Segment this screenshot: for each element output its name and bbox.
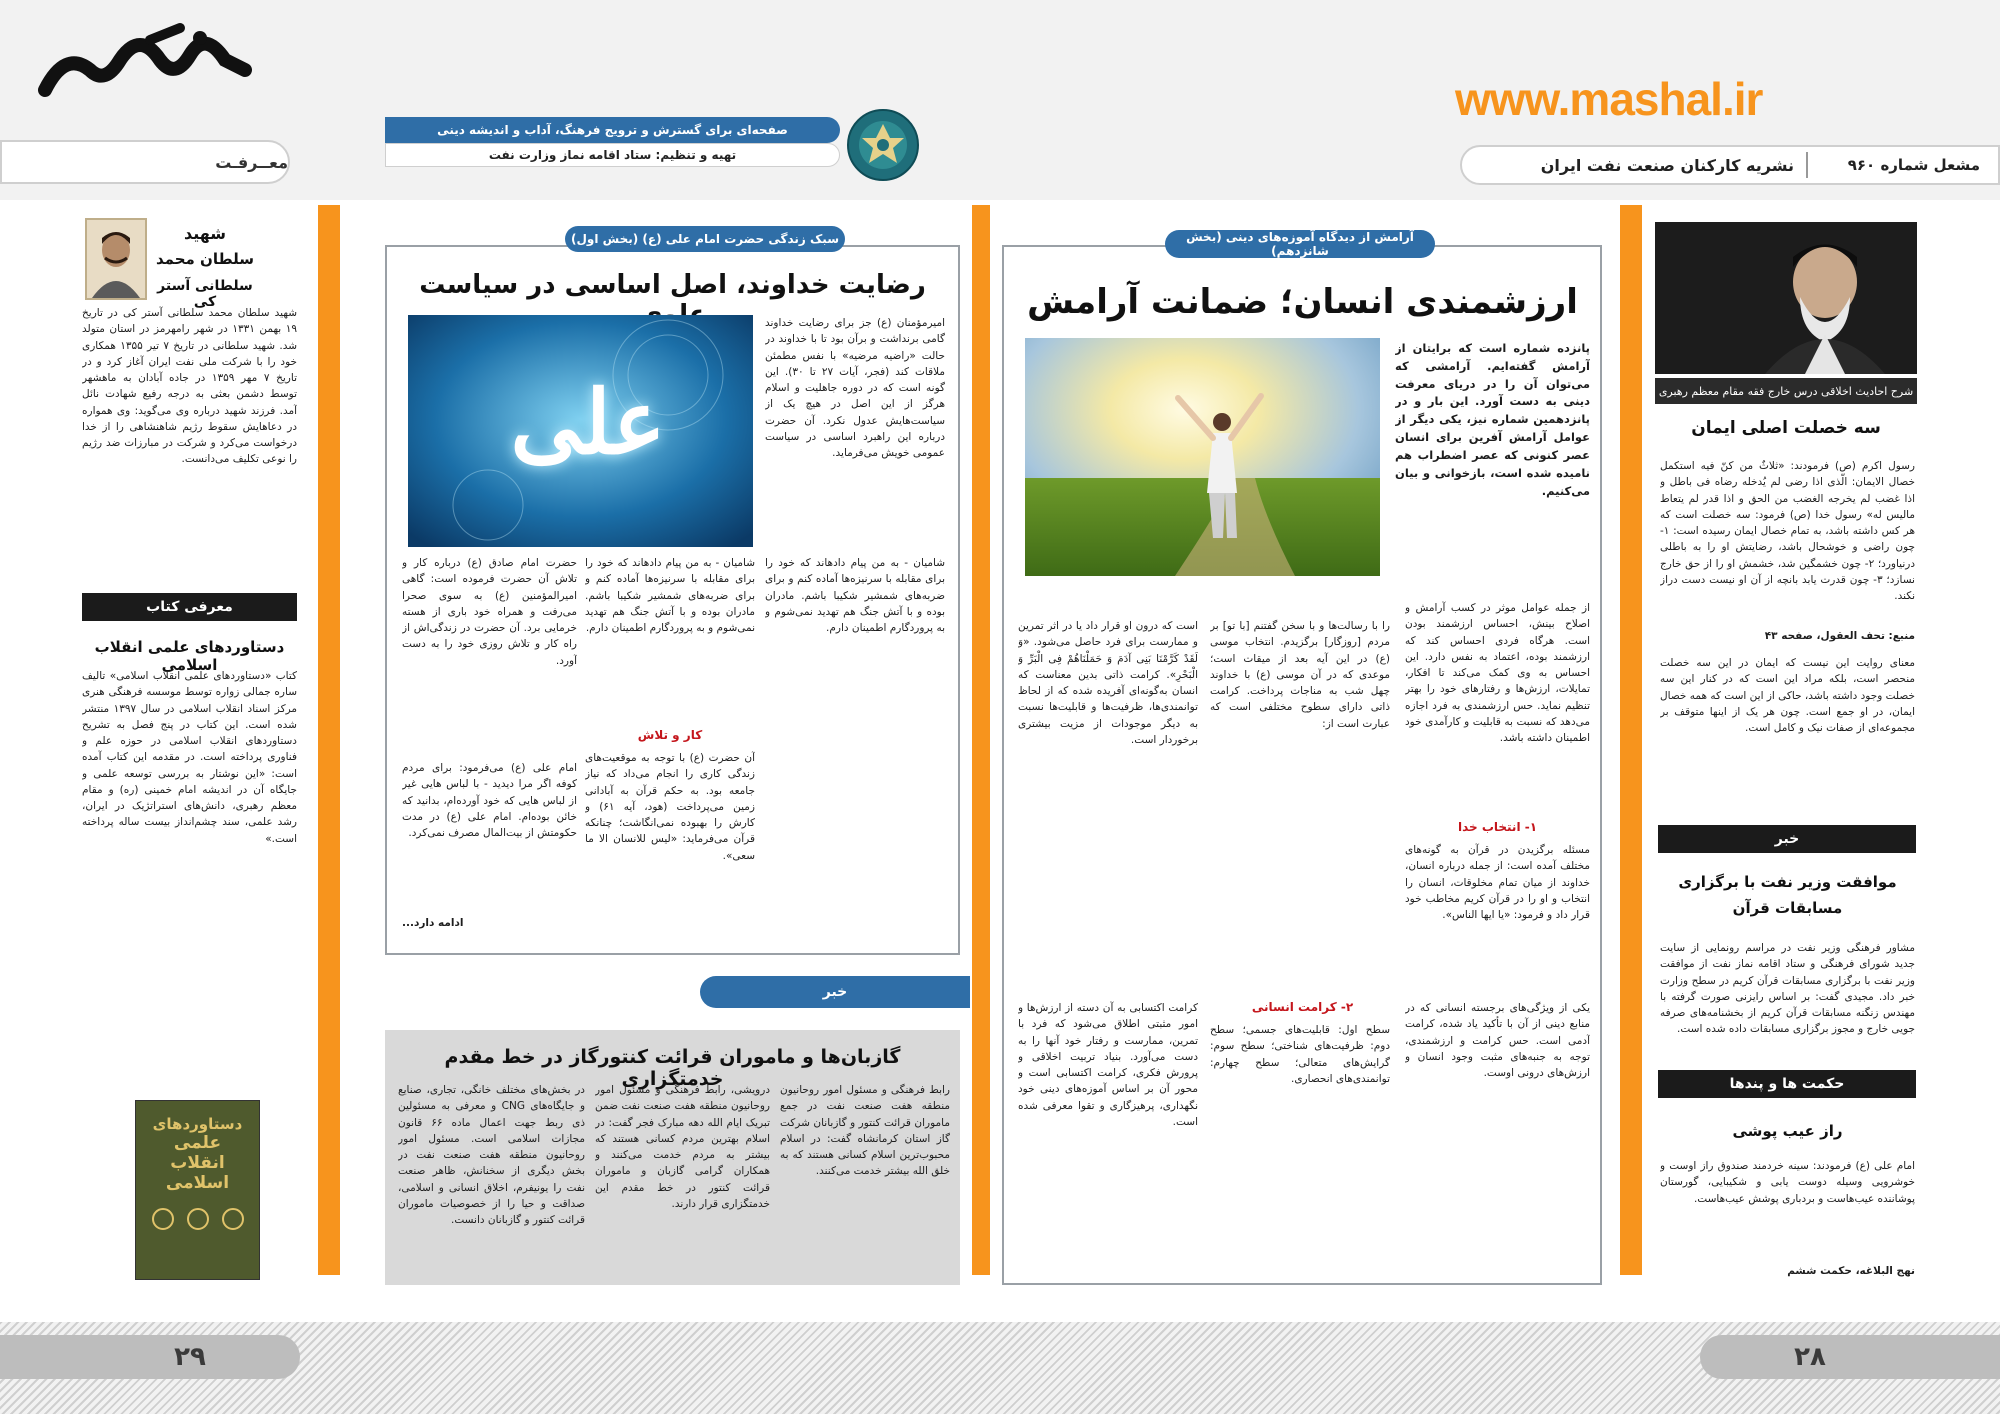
producer-text: تهیه و تنظیم: ستاد اقامه نماز وزارت نفت: [488, 148, 737, 162]
mashal-logo-icon: [0, 0, 300, 140]
section-title-bar: [0, 140, 290, 184]
gas-news-title: گازبان‌ها و ماموران قرائت کنتورگاز در خط مقدم خدمتگزاری: [444, 1046, 901, 1090]
book-bar: [82, 593, 297, 621]
gas-news-col2: درویشی، رابط فرهنگی و مسئول امور روحانیون منطقه هفت صنعت نفت ضمن تبریک ایام الله دهه مبارک فجر گفت: در اسلام بهترین مردم کسانی هستند که بیشتر به مردم خدمت می‌کنند و همکاران گرامی گازبان و ماموران قرائت کنتور در خط مقدم این خدمتگزاری قرار دارند.: [595, 1084, 770, 1210]
martyr-label: شهید: [183, 224, 227, 243]
ali-series: سبک زندگی حضرت امام علی (ع) (بخش اول): [571, 232, 840, 246]
book-bar-label: معرفی کتاب: [146, 599, 233, 615]
islamic-ornament-icon: [846, 108, 920, 182]
tagline-text: صفحه‌ای برای گسترش و ترویج فرهنگ، آداب و اندیشه دینی: [437, 123, 788, 137]
wisdom-source: نهج البلاغه، حکمت ششم: [1787, 1265, 1915, 1277]
ali-image: [408, 315, 753, 547]
book-cover-line1: دستاوردهای: [152, 1115, 243, 1133]
book-cover: [135, 1100, 260, 1280]
leader-photo: [1655, 222, 1917, 374]
hadith-body: رسول اکرم (ص) فرمودند: «ثلاثٌ من کنّ فیه استکمل خصال الایمان: الّذی اذا رضی لم یُدخله رضاه فی باطل و اذا غضب لم یخرجه الغضب من الحق و اذا قدر لم یتعاط مالیس له» رسول خدا (ص) فرمود: سه خصلت است که هر کس داشته باشد، به تمام خصال ایمان رسیده است: ۱- چون راضی و خوشحال باشد، رضایتش او را به باطلی درنیاورد؛ ۲- چون خشمگین شد، خشمش او را از حق خارج نسازد؛ ۳- چون قدرت یابد بانچه از آن او نیست دست دراز نکند.: [1660, 460, 1915, 603]
peace-col2b: سطح اول: قابلیت‌های جسمی؛ سطح دوم: ظرفیت‌های شناختی؛ سطح سوم: گرایش‌های متعالی؛ سطح چهارم: توانمندی‌های انحصاری.: [1210, 1024, 1390, 1085]
news-bar-label: خبر: [1774, 831, 1800, 847]
peace-col1c: یکی از ویژگی‌های برجسته انسانی که در منابع دینی از آن با تأکید یاد شده، کرامت آدمی است. حس کرامت و ارزشمندی، توجه به جنبه‌های مثبت وجود انسان و ارزش‌های درونی اوست.: [1405, 1002, 1590, 1080]
book-cover-line3: انقلاب: [170, 1153, 225, 1173]
ali-col-b-upper-text: شامیان - به من پیام دادهاند که خود را برای مقابله با سرنیزه‌ها آماده کنم و برای ضربه‌های شمشیر شکیبا باشم. مادران بوده و با آتش جنگ هم تهدید نمی‌شوم و به پروردگارم اطمینان دارم.: [585, 557, 755, 635]
gas-news-bar: [700, 976, 970, 1008]
ali-col-b: آن حضرت (ع) با توجه به موقعیت‌های زندگی کاری را انجام می‌داد که نیاز جامعه بود. به حکم قرآن به آبادانی زمین می‌پرداخت (هود، آیه ۶۱) و کارش را بهبوده نمی‌انگاشت؛ چنانکه قرآن می‌فرماید: «لیس للانسان الا ما سعی».: [585, 752, 755, 862]
ali-image-text: علی: [510, 370, 666, 474]
ali-continued: ادامه دارد...: [402, 917, 464, 929]
peace-sub1: ۱- انتخاب خدا: [1457, 820, 1538, 834]
sunrise-field-image: [1025, 338, 1380, 576]
book-cover-line4: اسلامی: [165, 1173, 230, 1193]
peace-col1: از جمله عوامل موثر در کسب آرامش و اصلاح بینش، احساس ارزشمند بودن است. هرگاه فردی احساس کند که ارزشمند بوده، اعتماد به نفس دارد. این احساس به وی کمک می‌کند تا افکار، تمایلات، ارزش‌ها و رفتارهای خود را بهتر تنظیم نماید. حس ارزشمندی به فرد اجازه می‌دهد که نسبت به قابلیت و کارآمدی خود اطمینان داشته باشد.: [1405, 602, 1590, 745]
ali-title: رضایت خداوند، اصل اساسی در سیاست: [419, 270, 926, 300]
gas-news-bar-label: خبر: [822, 984, 848, 1000]
wisdom-bar-label: حکمت ها و پندها: [1729, 1076, 1845, 1092]
peace-series-pill: [1165, 230, 1435, 258]
peace-title: ارزشمندی انسان؛ ضمانت آرامش: [1027, 282, 1578, 322]
martyr-name-1: سلطان محمد: [156, 250, 254, 268]
hadith-source: منبع: تحف العقول، صفحه ۴۳: [1764, 630, 1915, 642]
martyr-photo: [85, 218, 147, 300]
publication-name: نشریه کارکنان صنعت نفت ایران: [1540, 155, 1794, 175]
book-title: دستاوردهای علمی انقلاب اسلامی: [94, 638, 285, 674]
ali-col-b-upper: [585, 555, 755, 725]
gas-news-col3: در بخش‌های مختلف خانگی، تجاری، صنایع و جایگاه‌های CNG و معرفی به مسئولین ذی ربط جهت اعمال ماده ۶۶ قانون مجازات اسلامی است. مسئول امور روحانیون منطقه هفت صنعت نفت در بخش دیگری از سخنانش، ظاهر صنعت نفت را یونیفرم، اخلاق انسانی و اسلامی، صداقت و حیا را از خصوصیات ماموران قرائت کنتور و گازبانان دانست.: [398, 1084, 585, 1227]
wisdom-bar: [1658, 1070, 1916, 1098]
book-body: کتاب «دستاوردهای علمی انقلاب اسلامی» تالیف ساره جمالی زواره توسط موسسه فرهنگی هنری مرکز اسناد انقلاب اسلامی در سال ۱۳۹۷ منتشر شده است. این کتاب در پنج فصل به تشریح دستاوردهای انقلاب اسلامی در حوزه علم و فناوری پرداخته است. در مقدمه این کتاب آمده است: «این نوشتار به بررسی توسعه علمی و جایگاه آن در اندیشه امام خمینی (ره) و مقام معظم رهبری، دانش‌های استراتژیک در ایران، رشد علمی، سند چشم‌انداز بیست ساله پرداخته است.»: [82, 670, 297, 845]
website-url[interactable]: www.mashal.ir: [1455, 73, 1763, 125]
martyr-body: شهید سلطان محمد سلطانی آستر کی در تاریخ ۱۹ بهمن ۱۳۳۱ در شهر رامهرمز در استان متولد شد. شهید سلطانی در تاریخ ۷ تیر ۱۳۵۵ همکاری خود را با شرکت ملی نفت ایران آغاز کرد و در تاریخ ۷ مهر ۱۳۵۹ در جاده آبادان به ماهشهر توسط دشمن بعثی به درجه رفیع شهادت نائل آمد. فرزند شهید درباره وی می‌گوید: وی همواره در دعاهایش سقوط رژیم شاهنشاهی را از خدا درخواست می‌کرد و شرکت در مبارزات ضد رژیم را نوعی تکلیف می‌دانست.: [82, 307, 297, 466]
news-bar-right: [1658, 825, 1916, 853]
rail-right: [1620, 205, 1642, 1275]
peace-col3: است که درون او قرار داد یا در اثر تمرین و ممارست برای فرد حاصل می‌شود. «وَ لَقَدْ کَرَّمْنَا بَنِی آدَمَ وَ حَمَلْنَاهُمْ فِی الْبَرِّ وَ الْبَحْرِ». کرامت ذاتی بدین معناست که انسان به‌گونه‌ای آفریده شده که از لحاظ توانمندی‌ها، ظرفیت‌ها و قابلیت‌ها نسبت به دیگر موجودات از مزیت بیشتری برخوردار است.: [1018, 620, 1198, 746]
ornament-emblem: [846, 108, 920, 182]
martyr-portrait-icon: [87, 220, 145, 298]
page-number-right: ۲۸: [1794, 1342, 1826, 1372]
book-cover-icons: [143, 1199, 253, 1239]
photo-caption-bar: [1655, 378, 1917, 404]
peace-col2: را با رسالت‌ها و با سخن گفتنم [با تو] بر مردم [روزگار] برگزیدم. انتخاب موسی (ع) در این آیه بعد از میقات است؛ موعدی که در آن موسی (ع) با خداوند چهل شب به مناجات پرداخت. کرامت ذاتی دارای سطوح مختلفی است که عبارت است از:: [1210, 620, 1390, 730]
ali-sub: کار و تلاش: [637, 728, 703, 742]
hadith-title: سه خصلت اصلی ایمان: [1691, 418, 1881, 438]
rail-left: [318, 205, 340, 1275]
ali-col-top: امیرمؤمنان (ع) جز برای رضایت خداوند گامی برنداشت و برآن بود تا با خداوند در حالت «راضیه مرضیه» با نفس مطمئن ملاقات کند (فجر، آیات ۲۷ تا ۳۰). این گونه است که در دوره جاهلیت و اسلام هرگز از این اصل در هیچ یک از سیاست‌هایش عدول نکرد. آن حضرت درباره این راهبرد اساسی در سیاست عمومی خویش می‌فرماید.: [765, 317, 945, 460]
portrait-icon: [1655, 222, 1917, 374]
wisdom-body: امام علی (ع) فرمودند: سینه خردمند صندوق راز اوست و خوشرویی وسیله دوست یابی و شکیبایی، گورستان پوشاننده عیب‌هاست و بردباری پوشش عیب‌هاست.: [1660, 1160, 1915, 1205]
issue-bar: [1460, 145, 2000, 185]
peace-image: [1025, 338, 1380, 576]
ali-series-pill: [565, 226, 845, 252]
issue-divider: [1806, 152, 1808, 178]
wisdom-title: راز عیب پوشی: [1732, 1122, 1843, 1140]
martyr-name-2: سلطانی آستر کی: [157, 278, 253, 310]
tagline-ribbon: [385, 117, 840, 143]
footer-band: [0, 1322, 2000, 1414]
issue-number: مشعل شماره ۹۶۰: [1847, 156, 1980, 174]
page-number-left: ۲۹: [174, 1342, 206, 1372]
hadith-body-2: معنای روایت این نیست که ایمان در این سه خصلت منحصر است، بلکه مراد این است که در کنار این سه خصلت وجود داشته باشد، حاکی از این است که همه خصال ایمان، در او جمع است. چون هر یک از اینها متوقف بر مجموعه‌ای از صفات نیک و کامل است.: [1660, 657, 1915, 735]
peace-col1b: مسئله برگزیدن در قرآن به گونه‌های مختلف آمده است: از جمله درباره انسان، خداوند از میان تمام مخلوقات، انسان را انتخاب و او را در قرآن کریم مخاطب خود قرار داد و فرمود: «یا ایها الناس».: [1405, 844, 1590, 922]
rail-center: [972, 205, 990, 1275]
peace-col3b: کرامت اکتسابی به آن دسته از ارزش‌ها و امور مثبتی اطلاق می‌شود که فرد با تمرین، ممارست و رفتار خود آنها را به دست می‌آورد. بنیاد تربیت اخلاقی و پرورش فکری، کرامت اکتسابی است و محور آن بر اساس آموزه‌های دینی خود نگهداری، پرهیزگاری و تقوا معرفی شده است.: [1018, 1002, 1198, 1128]
photo-caption: شرح احادیث اخلاقی درس خارج فقه مقام معظم رهبری: [1658, 384, 1914, 398]
ali-col-a: شامیان - به من پیام دادهاند که خود را برای مقابله با سرنیزه‌ها آماده کنم و برای ضربه‌های شمشیر شکیبا باشم. مادران بوده و با آتش جنگ هم تهدید نمی‌شوم و به پروردگارم اطمینان دارم.: [765, 557, 945, 635]
quran-news-body: مشاور فرهنگی وزیر نفت در مراسم رونمایی از سایت جدید شورای فرهنگی و ستاد اقامه نماز نفت از موافقت وزیر نفت با برگزاری مسابقات قرآن کریم در سطح وزارت خبر داد. مجیدی گفت: بر اساس رایزنی صورت گرفته با مهندس زنگنه مسابقات قرآن کریم از بخشنامه‌های صرفه جویی خارج و مجوز برگزاری مسابقات داده شده است.: [1660, 942, 1915, 1036]
book-cover-line2: علمی: [173, 1133, 222, 1153]
gas-news-col1: رابط فرهنگی و مسئول امور روحانیون منطقه هفت صنعت نفت در جمع ماموران قرائت کنتور و گازبانان شرکت گاز استان کرمانشاه گفت: در اسلام محبوب‌ترین اسلام کسانی هستند که به خلق الله بیشتر خدمت می‌کنند.: [780, 1084, 950, 1178]
ali-col-c: حضرت امام صادق (ع) درباره کار و تلاش آن حضرت فرموده است: گاهی امیرالمؤمنین (ع) به سوی صحرا می‌رفت و همراه خود باری از هسته خرمایی برد. آن حضرت در زندگی‌اش از راه کار و تلاش روزی خود را به دست آورد.: [402, 557, 577, 667]
quran-news-title: موافقت وزیر نفت با برگزاری مسابقات قرآن: [1678, 873, 1897, 917]
section-title: معــرفـت: [215, 152, 288, 172]
ali-col-d: امام علی (ع) می‌فرمود: برای مردم کوفه اگر مرا دیدید - با لباس هایی غیر از لباس هایی که خود آورده‌ام، بدانید که خائن بوده‌ام. امام علی (ع) در مدت حکومتش از بیت‌المال مصرف نمی‌کرد.: [402, 762, 577, 840]
peace-series: آرامش از دیدگاه آموزه‌های دینی (بخش شانزدهم): [1186, 230, 1414, 258]
logo-area: [0, 0, 300, 140]
peace-lead: پانزده شماره است که برایتان از آرامش گفته‌ایم. آرامشی که می‌توان آن را در دریای معرفت دینی به دست آورد. این بار و در پانزدهمین شماره نیز، یکی دیگر از عوامل آرامش آفرین برای انسان عصر کنونی که عصر اضطراب هم نامیده شده است، بازخوانی و بیان می‌کنیم.: [1395, 341, 1590, 498]
peace-sub2: ۲- کرامت انسانی: [1251, 1000, 1354, 1014]
producer-ribbon: [385, 143, 840, 167]
